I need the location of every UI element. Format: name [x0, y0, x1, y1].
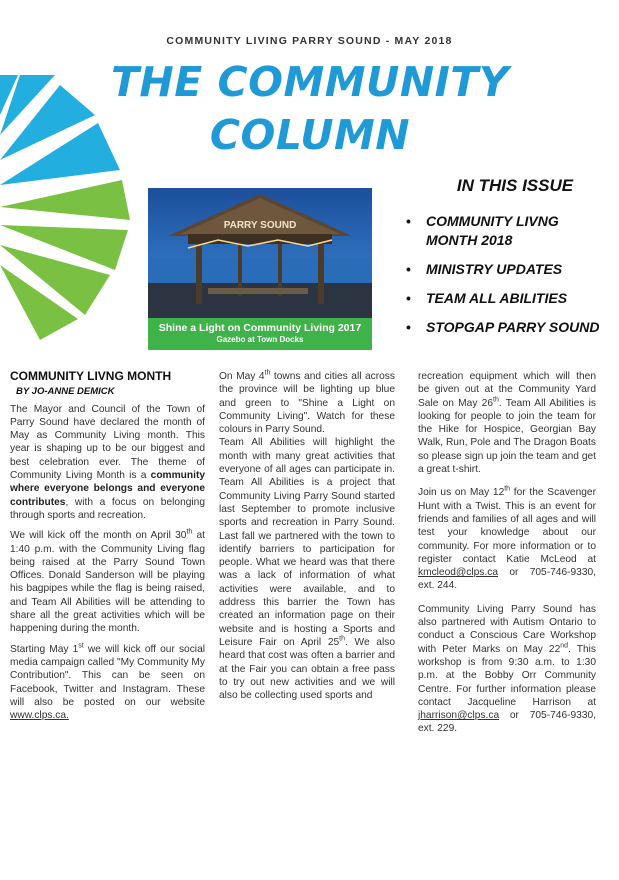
newsletter-header: COMMUNITY LIVING PARRY SOUND - MAY 2018	[166, 35, 453, 47]
title-line-1: THE COMMUNITY	[110, 58, 510, 106]
paragraph: On May 4th towns and cities all across the province will be lighting up blue and green to "Shine a Light on Community Living". Watch for these colours in Parry Sound.	[219, 369, 395, 436]
article-column-3	[418, 370, 596, 743]
paragraph: Team All Abilities will highlight the month with many great activities that everyone of all ages can participate in. Team All Abilities is a project that Community Living Parry Sound started last September to promote inclusive sports and recreation in Parry Sound. Last fall we partnered with the town to identify barriers to participation for people. What we heard was that there was a lack of information of what activities were available, and to address this barrier the Town has created an information page on their website and is hosting a Sports and Leisure Fair on April 25th. We also heard that cost was often a barrier and at the Fair you can obtain a free pass to try out new activities and we will also be collecting used sports and	[219, 437, 395, 702]
paragraph: Community Living Parry Sound has also partnered with Autism Ontario to conduct a Conscious Care Workshop with Peter Marks on May 22nd. This workshop is from 9:30 a.m. to 1:30 p.m. at the Bobby Orr Community Centre. For further information please contact Jacqueline Harrison at jharrison@clps.ca or 705-746-9330, ext. 229.	[418, 603, 596, 735]
article-byline: BY JO-ANNE DEMICK	[16, 386, 115, 398]
issue-item: • MINISTRY UPDATES	[398, 260, 613, 279]
sign-text: PARRY SOUND	[223, 220, 297, 231]
article-heading: COMMUNITY LIVNG MONTH	[10, 369, 172, 383]
caption-subtitle: Gazebo at Town Docks	[216, 335, 304, 344]
website-link[interactable]: www.clps.ca.	[10, 710, 69, 722]
gazebo-photo	[148, 188, 372, 319]
article-column-2	[219, 370, 395, 709]
article-column-1	[10, 370, 205, 729]
issue-list	[398, 212, 613, 347]
caption-title: Shine a Light on Community Living 2017	[158, 322, 362, 334]
email-link-jharrison[interactable]: jharrison@clps.ca	[418, 710, 500, 722]
paragraph: Join us on May 12th for the Scavenger Hunt with a Twist. This is an event for friends and families of all ages and will test your knowledge about our community. For more information or to register contact Katie McLeod at kmcleod@clps.ca or 705-746-9330, ext. 244.	[418, 485, 596, 592]
in-this-issue-heading: IN THIS ISSUE	[456, 176, 574, 195]
paragraph: The Mayor and Council of the Town of Parry Sound have declared the month of May as Community Living month. This year is shaping up to be our biggest and best celebration ever. The theme of Community Living Month is a community where everyone belongs and everyone contributes, with a focus on belonging through sports and recreation.	[10, 403, 205, 521]
masthead-title	[70, 56, 550, 162]
issue-item: • TEAM ALL ABILITIES	[398, 289, 613, 308]
title-line-2: COLUMN	[209, 111, 411, 159]
photo-caption	[148, 318, 372, 350]
paragraph: Starting May 1st we will kick off our social media campaign called "My Community My Contribution". This can be seen on Facebook, Twitter and Instagram. These will also be posted on our website www.clps.ca.	[10, 642, 205, 722]
paragraph: We will kick off the month on April 30th at 1:40 p.m. with the Community Living flag being raised at the Parry Sound Town Offices. Donald Sanderson will be playing his bagpipes while the flag is being raised, and Team All Abilities will be attending to share all the great activities which will be happening during the month.	[10, 528, 206, 635]
paragraph: recreation equipment which will then be given out at the Community Yard Sale on May 26th. Team All Abilities is looking for people to join the team for the Hike for Hospice, Georgian Bay Walk, Run, Pole and The Dragon Boats so please sign up join the team and get a great t-shirt.	[418, 371, 596, 476]
issue-item: • STOPGAP PARRY SOUND	[398, 318, 613, 337]
issue-item: • COMMUNITY LIVNG MONTH 2018	[398, 212, 613, 250]
email-link-kmcleod[interactable]: kmcleod@clps.ca	[418, 567, 498, 579]
